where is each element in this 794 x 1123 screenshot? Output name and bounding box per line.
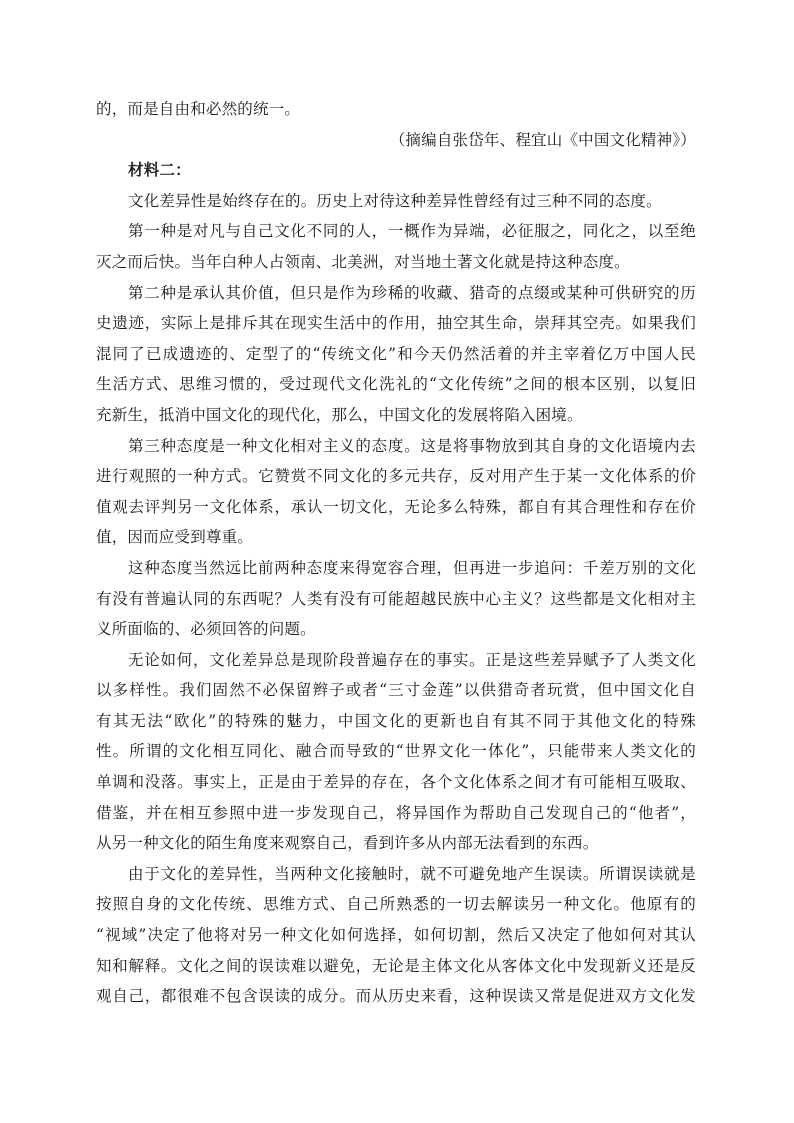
text-line: 灭之而后快。当年白种人占领南、北美洲，对当地土著文化就是持这种态度。 — [96, 252, 630, 271]
text-line: 有其无法“欧化”的特殊的魅力，中国文化的更新也自有其不同于其他文化的特殊 — [96, 711, 696, 730]
text-line: 进行观照的一种方式。它赞赏不同文化的多元共存，反对用产生于某一文化体系的价 — [96, 467, 696, 486]
text-line: 无论如何，文化差异总是现阶段普遍存在的事实。正是这些差异赋予了人类文化 — [128, 650, 696, 669]
text-line: 值观去评判另一文化体系，承认一切文化，无论多么特殊，都自有其合理性和存在价 — [96, 497, 696, 516]
text-line: 从另一种文化的陌生角度来观察自己，看到许多从内部无法看到的东西。 — [96, 834, 599, 853]
text-line: 史遗迹，实际上是排斥其在现实生活中的作用，抽空其生命，崇拜其空壳。如果我们 — [96, 314, 696, 333]
text-line: 单调和没落。事实上，正是由于差异的存在，各个文化体系之间才有可能相互吸取、 — [96, 773, 696, 792]
source-citation: （摘编自张岱年、程宜山《中国文化精神》） — [389, 130, 696, 149]
text-line: 按照自身的文化传统、思维方式、自己所熟悉的一切去解读另一种文化。他原有的 — [96, 895, 696, 914]
text-line: 有没有普遍认同的东西呢？人类有没有可能超越民族中心主义？这些都是文化相对主 — [96, 589, 696, 608]
text-line: 文化差异性是始终存在的。历史上对待这种差异性曾经有过三种不同的态度。 — [128, 191, 662, 210]
text-line: 借鉴，并在相互参照中进一步发现自己，将异国作为帮助自己发现自己的“他者”， — [96, 803, 696, 822]
text-line: 观自己，都很难不包含误读的成分。而从历史来看，这种误读又常是促进双方文化发 — [96, 987, 696, 1006]
article-body — [96, 94, 696, 1012]
text-line: 的，而是自由和必然的统一。 — [96, 100, 301, 118]
text-line: 性。所谓的文化相互同化、融合而导致的“世界文化一体化”，只能带来人类文化的 — [96, 742, 696, 761]
text-line: 第一种是对凡与自己文化不同的人，一概作为异端，必征服之，同化之，以至绝 — [128, 222, 696, 241]
text-line: 由于文化的差异性，当两种文化接触时，就不可避免地产生误读。所谓误读就是 — [128, 864, 696, 883]
text-line: 充新生，抵消中国文化的现代化，那么，中国文化的发展将陷入困境。 — [96, 405, 583, 424]
text-line: 值，因而应受到尊重。 — [96, 528, 254, 547]
text-line: “视域”决定了他将对另一种文化如何选择，如何切割，然后又决定了他如何对其认 — [96, 926, 696, 945]
text-line: 第三种态度是一种文化相对主义的态度。这是将事物放到其自身的文化语境内去 — [128, 436, 696, 455]
text-line: 混同了已成遗迹的、定型了的“传统文化”和今天仍然活着的并主宰着亿万中国人民 — [96, 344, 696, 363]
text-line: 生活方式、思维习惯的，受过现代文化洗礼的“文化传统”之间的根本区别，以复旧 — [96, 375, 696, 394]
text-line: 第二种是承认其价值，但只是作为珍稀的收藏、猎奇的点缀或某种可供研究的历 — [128, 283, 696, 302]
text-line: 以多样性。我们固然不必保留辫子或者“三寸金莲”以供猎奇者玩赏，但中国文化自 — [96, 681, 696, 700]
text-line: 这种态度当然远比前两种态度来得宽容合理，但再进一步追问：千差万别的文化 — [128, 558, 696, 577]
section-heading: 材料二： — [128, 160, 191, 180]
text-line: 知和解释。文化之间的误读难以避免，无论是主体文化从客体文化中发现新义还是反 — [96, 956, 696, 975]
text-line: 义所面临的、必须回答的问题。 — [96, 620, 316, 639]
